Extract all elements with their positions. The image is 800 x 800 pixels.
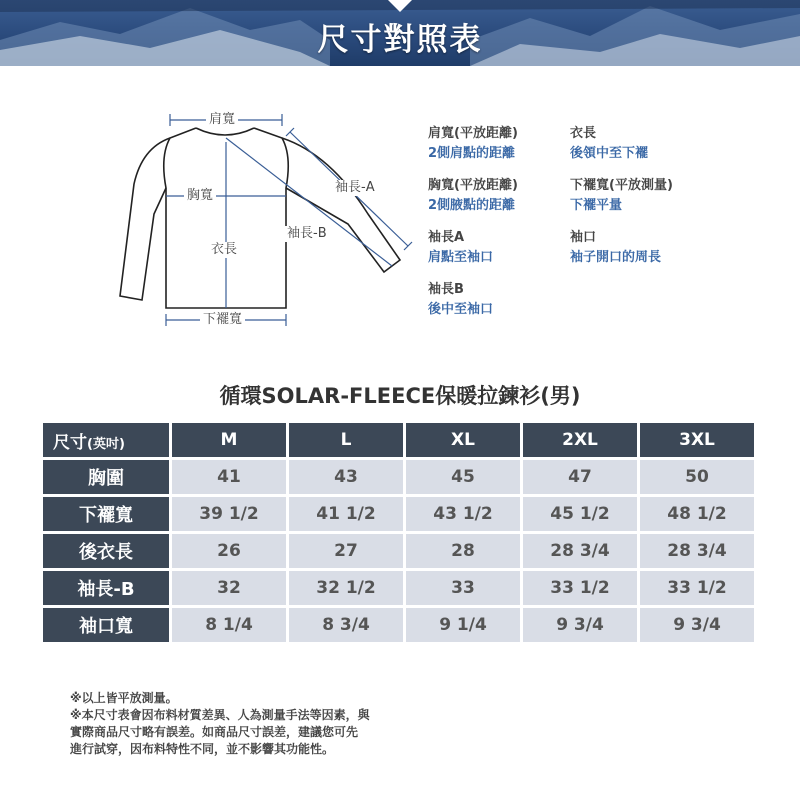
table-cell: 9 1/4: [406, 608, 520, 642]
definition-term: 袖長B: [428, 282, 464, 297]
table-cell: 41: [172, 460, 286, 494]
definition-term: 肩寬(平放距離): [428, 126, 518, 141]
table-cell: 50: [640, 460, 754, 494]
corner-header: [43, 423, 169, 457]
definition-term: 袖口: [570, 230, 597, 245]
size-header: M: [172, 423, 286, 457]
row-header: 袖長-B: [43, 571, 169, 605]
definition-item: [428, 124, 518, 164]
table-cell: 27: [289, 534, 403, 568]
definition-desc: 袖子開口的周長: [570, 250, 662, 265]
definition-term: 胸寬(平放距離): [428, 178, 518, 193]
table-cell: 48 1/2: [640, 497, 754, 531]
table-cell: 32 1/2: [289, 571, 403, 605]
row-header: 袖口寬: [43, 608, 169, 642]
definition-desc: 2側腋點的距離: [428, 198, 516, 213]
size-header: 2XL: [523, 423, 637, 457]
table-row: [43, 608, 754, 642]
table-cell: 43: [289, 460, 403, 494]
definition-item: [570, 176, 673, 216]
label-length: 衣長: [208, 242, 240, 258]
label-sleeve-a: 袖長-A: [332, 180, 378, 196]
label-sleeve-b: 袖長-B: [284, 226, 330, 242]
shirt-outline-illustration: [100, 96, 420, 346]
shirt-measurement-diagram: [100, 96, 420, 346]
page-title: 尺寸對照表: [317, 22, 483, 58]
footnotes: [70, 690, 400, 758]
table-cell: 47: [523, 460, 637, 494]
table-row: [43, 534, 754, 568]
row-header: 後衣長: [43, 534, 169, 568]
corner-unit: (英吋): [87, 436, 125, 452]
table-row: [43, 571, 754, 605]
banner-notch: [388, 0, 412, 12]
table-cell: 41 1/2: [289, 497, 403, 531]
size-header: XL: [406, 423, 520, 457]
definition-desc: 肩點至袖口: [428, 250, 494, 265]
table-row: [43, 460, 754, 494]
definition-desc: 2側肩點的距離: [428, 146, 516, 161]
definition-desc: 下襬平量: [570, 198, 623, 213]
corner-label: 尺寸: [53, 432, 87, 453]
table-cell: 8 1/4: [172, 608, 286, 642]
label-hem: 下襬寬: [200, 312, 245, 328]
header-banner: [0, 0, 800, 66]
table-cell: 39 1/2: [172, 497, 286, 531]
row-header: 胸圍: [43, 460, 169, 494]
table-cell: 28 3/4: [640, 534, 754, 568]
table-header-row: [43, 423, 754, 457]
table-cell: 45: [406, 460, 520, 494]
table-cell: 43 1/2: [406, 497, 520, 531]
table-row: [43, 497, 754, 531]
definition-term: 衣長: [570, 126, 597, 141]
definition-term: 下襬寬(平放測量): [570, 178, 673, 193]
table-cell: 9 3/4: [640, 608, 754, 642]
table-cell: 26: [172, 534, 286, 568]
table-cell: 45 1/2: [523, 497, 637, 531]
definition-item: [428, 176, 518, 216]
table-cell: 8 3/4: [289, 608, 403, 642]
label-chest: 胸寬: [184, 188, 216, 204]
table-cell: 33 1/2: [640, 571, 754, 605]
label-shoulder: 肩寬: [206, 112, 238, 128]
definition-item: [570, 228, 661, 268]
definition-desc: 後中至袖口: [428, 302, 494, 317]
definition-item: [428, 280, 493, 320]
table-cell: 33: [406, 571, 520, 605]
footnote-2: ※本尺寸表會因布料材質差異、人為測量手法等因素，與 實際商品尺寸略有誤差。如商品尺寸誤差，建議您可先 進行試穿，因布料特性不同，並不影響其功能性。: [70, 708, 370, 756]
size-table: [40, 420, 757, 645]
table-cell: 28 3/4: [523, 534, 637, 568]
measurement-definitions: [428, 124, 758, 324]
table-cell: 33 1/2: [523, 571, 637, 605]
row-header: 下襬寬: [43, 497, 169, 531]
definition-item: [570, 124, 648, 164]
table-title: 循環SOLAR-FLEECE保暖拉鍊衫(男): [219, 384, 581, 408]
table-cell: 32: [172, 571, 286, 605]
size-header: L: [289, 423, 403, 457]
definition-term: 袖長A: [428, 230, 465, 245]
size-header: 3XL: [640, 423, 754, 457]
table-cell: 9 3/4: [523, 608, 637, 642]
footnote-1: ※以上皆平放測量。: [70, 691, 178, 705]
definition-item: [428, 228, 493, 268]
definition-desc: 後領中至下襬: [570, 146, 649, 161]
table-cell: 28: [406, 534, 520, 568]
